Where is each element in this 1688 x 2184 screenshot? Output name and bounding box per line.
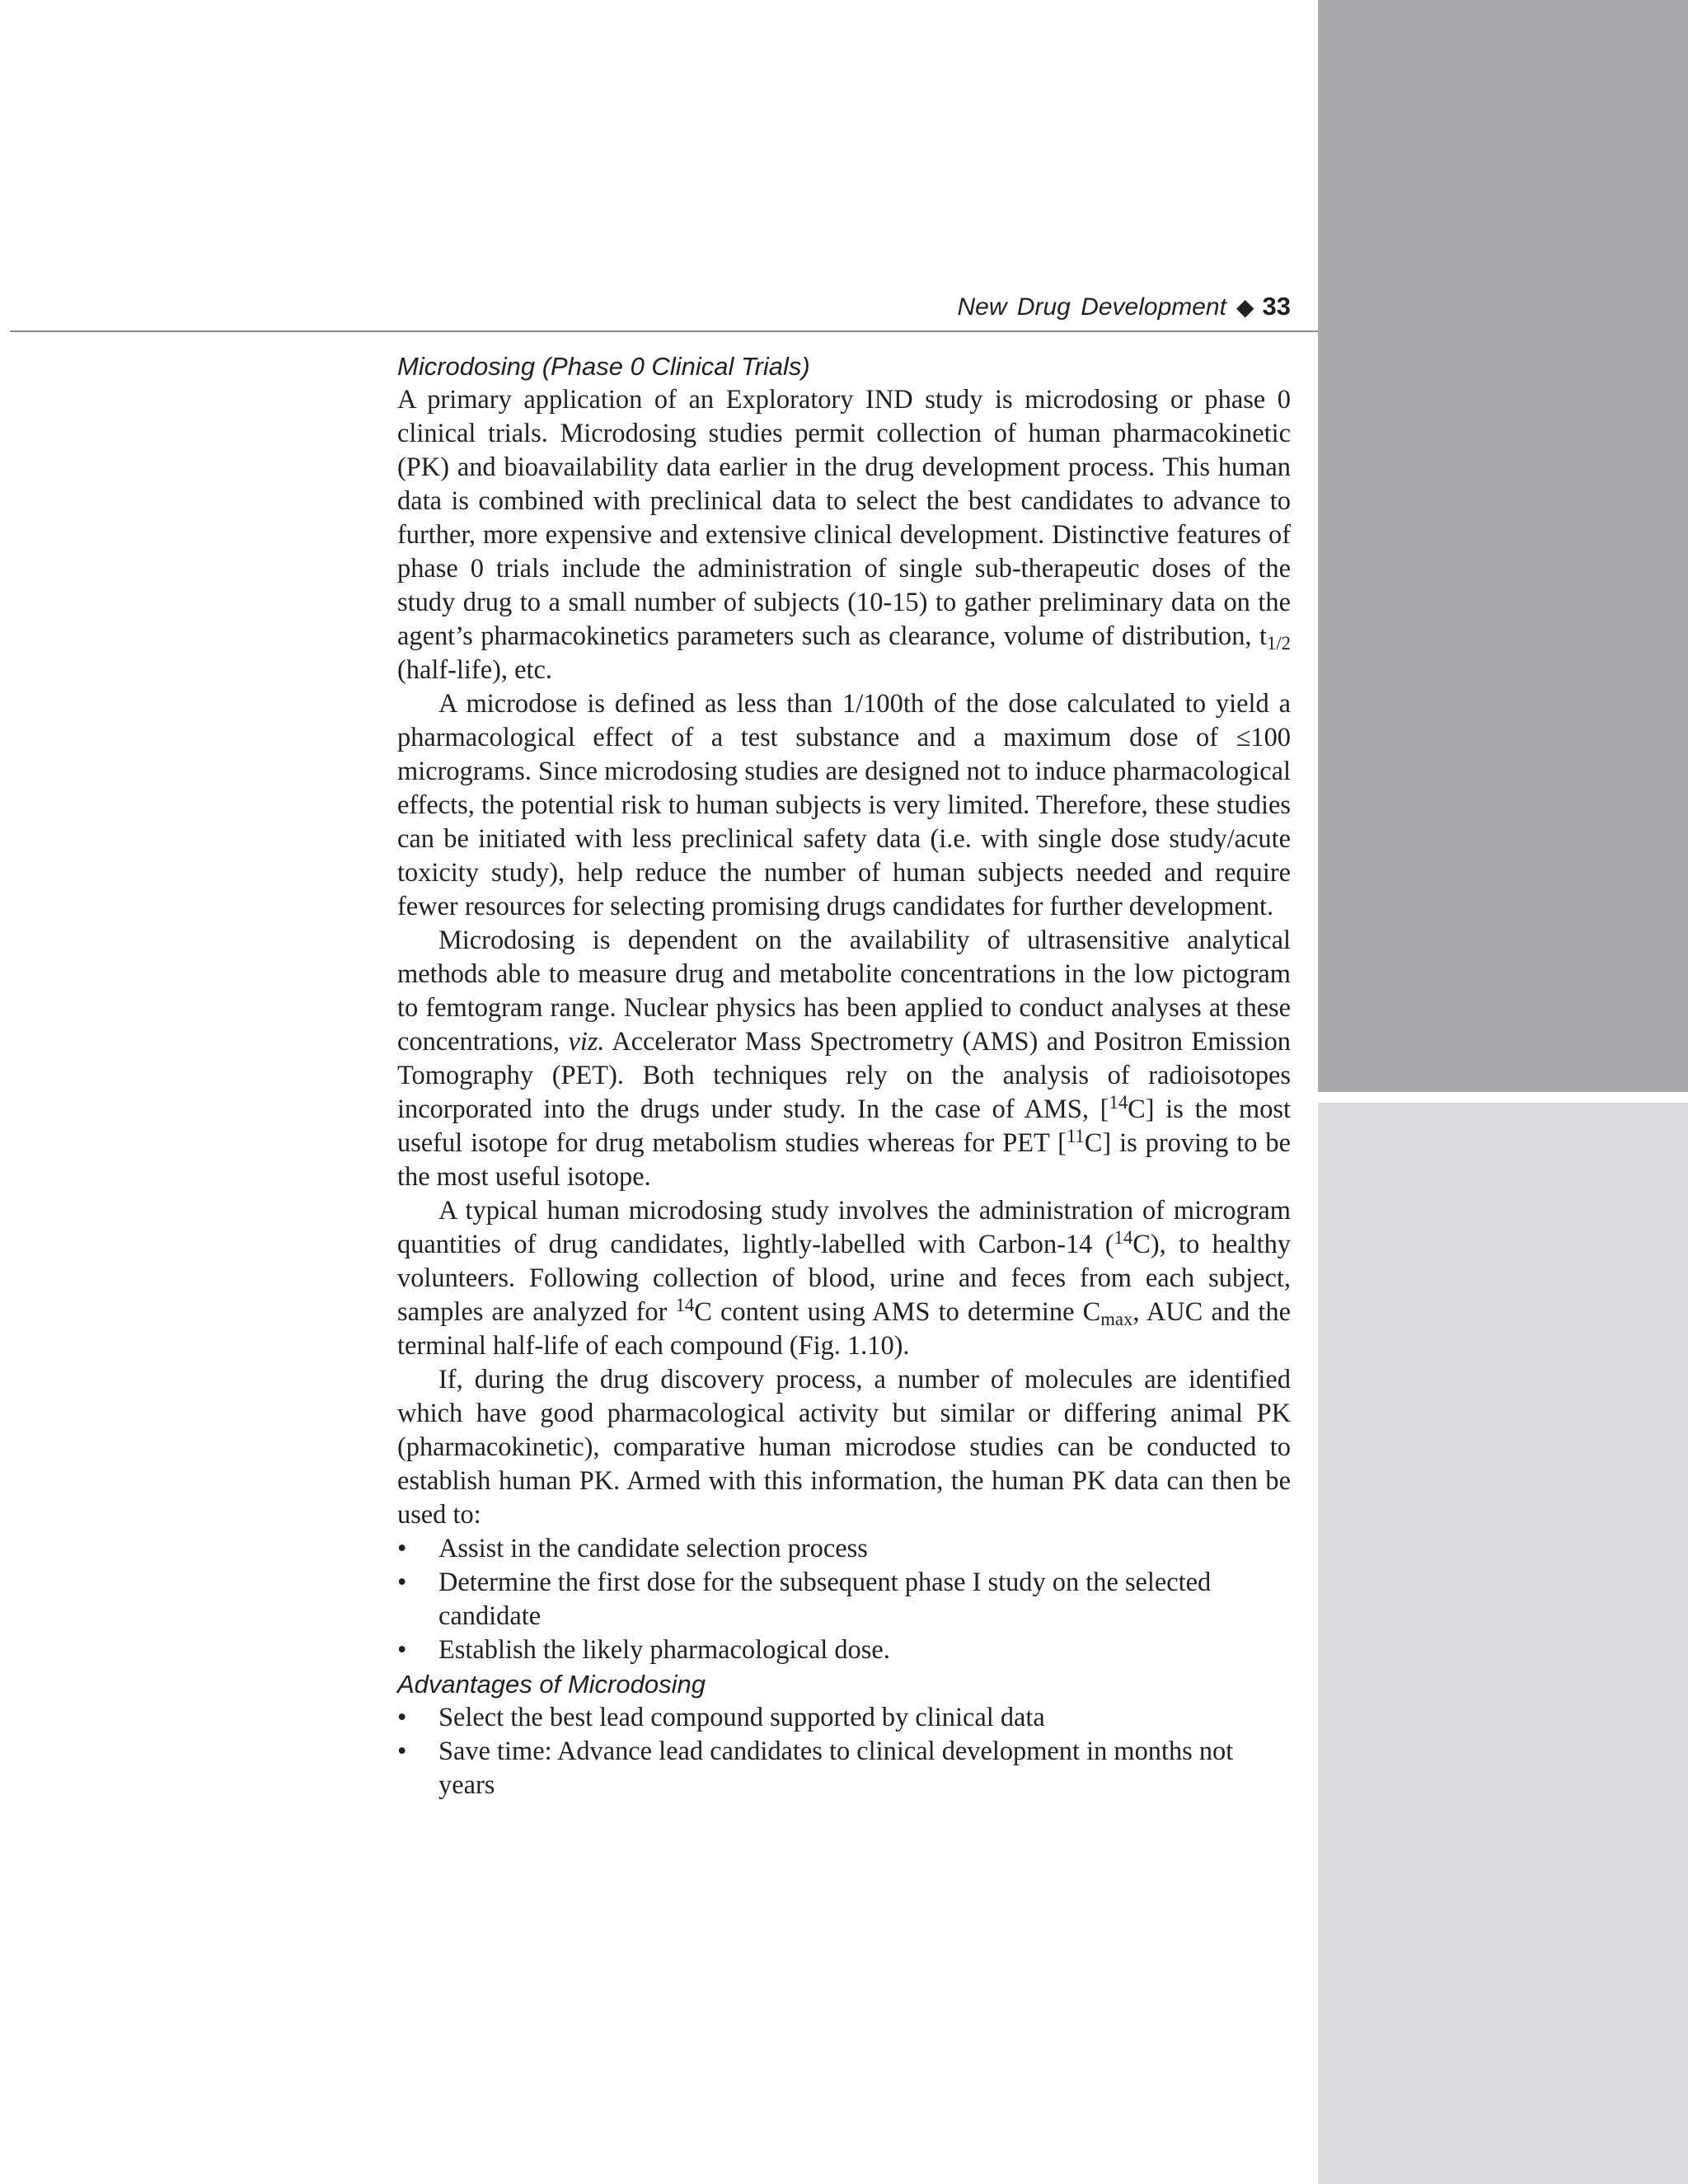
list-item-text: Assist in the candidate selection process bbox=[438, 1534, 868, 1563]
header-rule bbox=[10, 330, 1318, 332]
cmax-subscript: max bbox=[1100, 1308, 1133, 1329]
bullet-icon: • bbox=[397, 1534, 407, 1563]
paragraph-typical-study bbox=[397, 1194, 1291, 1363]
advantages-list bbox=[397, 1701, 1291, 1802]
carbon14-superscript-2: 14 bbox=[675, 1294, 695, 1315]
page-body bbox=[397, 349, 1291, 1802]
half-life-subscript: 1/2 bbox=[1267, 632, 1291, 654]
bullet-icon: • bbox=[397, 1736, 407, 1766]
bullet-icon: • bbox=[397, 1703, 407, 1732]
list-item-text: Establish the likely pharmacological dose. bbox=[438, 1635, 890, 1665]
isotope-superscript-14: 14 bbox=[1109, 1091, 1128, 1113]
paragraph-intro bbox=[397, 383, 1291, 687]
paragraph-analytical-text-d: C] is proving to be the most useful isotope. bbox=[397, 1128, 1291, 1192]
viz-italic: viz. bbox=[568, 1027, 605, 1057]
list-item-text: Save time: Advance lead candidates to clinical development in months not years bbox=[438, 1736, 1234, 1800]
paragraph-intro-text: A primary application of an Exploratory IND study is microdosing or phase 0 clinical trials. Microdosing studies permit collection of human pharmacokinetic (PK) and bioavailability data earlier in the drug development process. This human data is combined with preclinical data to select the best candidates to advance to further, more expensive and extensive clinical development. Distinctive features of phase 0 trials include the administration of single sub-therapeutic doses of the study drug to a small number of subjects (10-15) to gather preliminary data on the agent’s pharmacokinetics parameters such as clearance, volume of distribution, t bbox=[397, 385, 1291, 651]
page-number: 33 bbox=[1262, 292, 1291, 321]
paragraph-microdose-definition: A microdose is defined as less than 1/100th of the dose calculated to yield a pharmacological effect of a test substance and a maximum dose of ≤100 micrograms. Since microdosing studies are designed not to induce pharmacological effects, the potential risk to human subjects is very limited. Therefore, these studies can be initiated with less preclinical safety data (i.e. with single dose study/acute toxicity study), help reduce the number of human subjects needed and require fewer resources for selecting promising drugs candidates for further development. bbox=[397, 689, 1291, 921]
paragraph-analytical-text-b: Accelerator Mass Spectrometry (AMS) and Positron Emission Tomography (PET). Both techniques rely on the analysis of radioisotopes incorporated into the drugs under study. In the case of AMS, [ bbox=[397, 1027, 1291, 1124]
uses-list bbox=[397, 1532, 1291, 1667]
thumb-tab-dark bbox=[1318, 0, 1688, 1092]
list-item-text: Select the best lead compound supported by clinical data bbox=[438, 1703, 1045, 1732]
list-item bbox=[397, 1532, 1291, 1566]
list-item-text: Determine the first dose for the subsequent phase I study on the selected candidate bbox=[438, 1568, 1212, 1631]
paragraph-intro-tail: (half-life), etc. bbox=[397, 655, 552, 685]
bullet-icon: • bbox=[397, 1635, 407, 1665]
bullet-icon: • bbox=[397, 1568, 407, 1597]
paragraph-typical-text-d: , AUC and the terminal half-life of each compound (Fig. 1.10). bbox=[397, 1297, 1291, 1361]
diamond-icon: ◆ bbox=[1236, 294, 1254, 320]
thumb-tab-light bbox=[1318, 1103, 1688, 2184]
running-head-title: New Drug Development bbox=[957, 293, 1226, 321]
section-heading-microdosing: Microdosing (Phase 0 Clinical Trials) bbox=[397, 352, 810, 381]
section-heading-advantages: Advantages of Microdosing bbox=[397, 1670, 706, 1699]
paragraph-analytical-text-c: C] is the most useful isotope for drug metabolism studies whereas for PET [ bbox=[397, 1094, 1291, 1158]
list-item bbox=[397, 1701, 1291, 1735]
running-head bbox=[742, 290, 1291, 324]
paragraph-analytical-methods bbox=[397, 924, 1291, 1194]
paragraph-drug-discovery: If, during the drug discovery process, a number of molecules are identified which have good pharmacological activity but similar or differing animal PK (pharmacokinetic), comparative human microdose studies can be conducted to establish human PK. Armed with this information, the human PK data can then be used to: bbox=[397, 1365, 1291, 1530]
paragraph-typical-text-a: A typical human microdosing study involves the administration of microgram quantities of drug candidates, lightly-labelled with Carbon-14 ( bbox=[397, 1196, 1291, 1259]
carbon14-superscript: 14 bbox=[1114, 1226, 1133, 1248]
paragraph-analytical-text-a: Microdosing is dependent on the availability of ultrasensitive analytical methods able to measure drug and metabolite concentrations in the low pictogram to femtogram range. Nuclear physics has been applied to conduct analyses at these concentrations, bbox=[397, 926, 1291, 1057]
paragraph-typical-text-b: C), to healthy volunteers. Following collection of blood, urine and feces from each subject, samples are analyzed for bbox=[397, 1230, 1292, 1327]
list-item bbox=[397, 1633, 1291, 1667]
paragraph-typical-text-c: C content using AMS to determine C bbox=[694, 1297, 1101, 1327]
isotope-superscript-11: 11 bbox=[1066, 1125, 1085, 1146]
list-item bbox=[397, 1735, 1291, 1802]
list-item bbox=[397, 1566, 1291, 1633]
